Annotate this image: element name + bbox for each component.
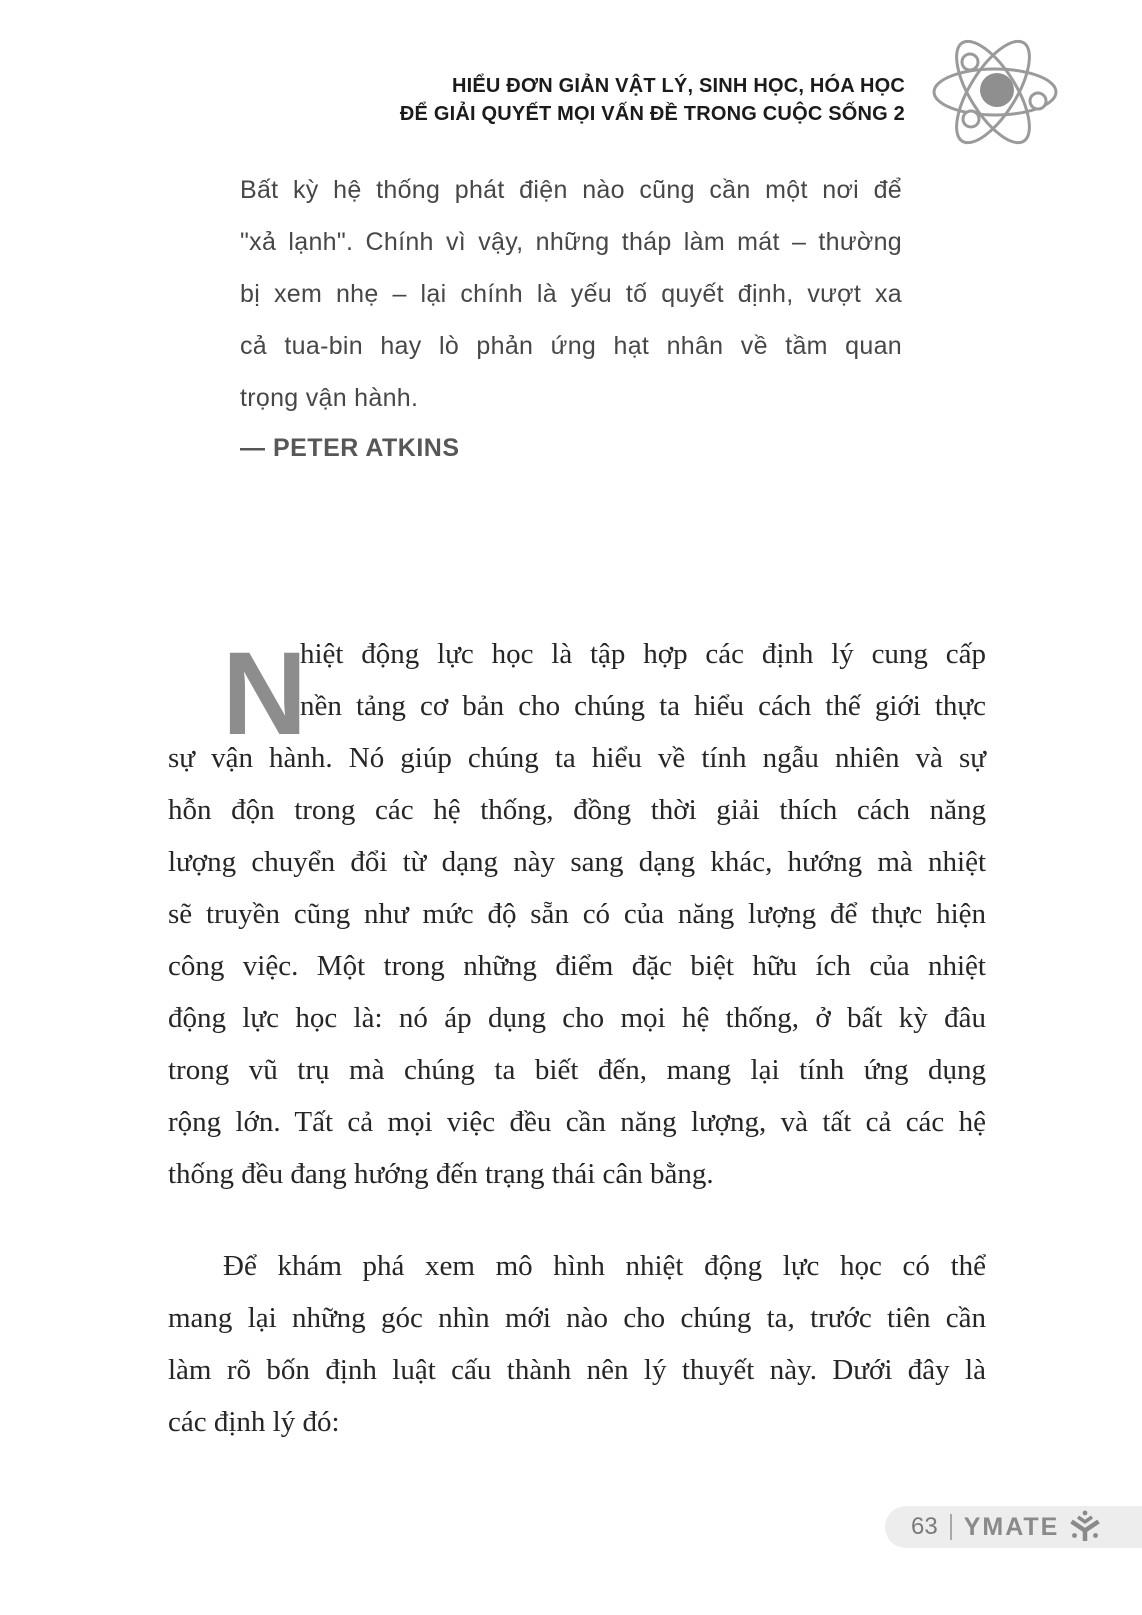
body-paragraph-2 (168, 1240, 986, 1448)
text-line: nền tảng cơ bản cho chúng ta hiểu cách thế giới thực (300, 690, 986, 722)
text-line: hiệt động lực học là tập hợp các định lý cung cấp (300, 638, 986, 670)
text-line: sẽ truyền cũng như mức độ sẵn có của năng lượng để thực hiện (168, 898, 986, 930)
text-line: lượng chuyển đổi từ dạng này sang dạng khác, hướng mà nhiệt (168, 846, 986, 878)
quote-attribution: — PETER ATKINS (240, 434, 460, 462)
footer-page-bar (885, 1506, 1142, 1548)
text-line: trọng vận hành. (240, 384, 419, 412)
drop-cap: N (222, 628, 308, 760)
quote-block (240, 164, 902, 424)
header-title-line2: ĐỂ GIẢI QUYẾT MỌI VẤN ĐỀ TRONG CUỘC SỐNG 2 (399, 103, 905, 125)
footer-divider (950, 1514, 952, 1540)
text-line: công việc. Một trong những điểm đặc biệt hữu ích của nhiệt (168, 950, 986, 982)
text-line: Để khám phá xem mô hình nhiệt động lực học có thể (223, 1250, 986, 1282)
text-line: hỗn độn trong các hệ thống, đồng thời giải thích cách năng (168, 794, 986, 826)
text-line: sự vận hành. Nó giúp chúng ta hiểu về tính ngẫu nhiên và sự (168, 742, 986, 774)
text-line: "xả lạnh". Chính vì vậy, những tháp làm mát – thường (240, 228, 902, 256)
page-number: 63 (911, 1513, 938, 1540)
atom-icon (926, 30, 1060, 158)
text-line: các định lý đó: (168, 1406, 340, 1438)
page-header-title (0, 72, 905, 128)
text-line: làm rõ bốn định luật cấu thành nên lý thuyết này. Dưới đây là (168, 1354, 986, 1386)
text-line: rộng lớn. Tất cả mọi việc đều cần năng lượng, và tất cả các hệ (168, 1106, 986, 1138)
text-line: mang lại những góc nhìn mới nào cho chúng ta, trước tiên cần (168, 1302, 986, 1334)
publisher-brand: YMATE (963, 1512, 1060, 1541)
text-line: thống đều đang hướng đến trạng thái cân bằng. (168, 1158, 714, 1190)
body-paragraph-1 (168, 628, 986, 1200)
text-line: Bất kỳ hệ thống phát điện nào cũng cần một nơi để (240, 176, 902, 204)
ymate-logo-icon (1067, 1509, 1103, 1545)
text-line: bị xem nhẹ – lại chính là yếu tố quyết định, vượt xa (240, 280, 902, 308)
text-line: trong vũ trụ mà chúng ta biết đến, mang lại tính ứng dụng (168, 1054, 986, 1086)
text-line: động lực học là: nó áp dụng cho mọi hệ thống, ở bất kỳ đâu (168, 1002, 986, 1034)
text-line: cả tua-bin hay lò phản ứng hạt nhân về tầm quan (240, 332, 902, 360)
header-title-line1: HIỂU ĐƠN GIẢN VẬT LÝ, SINH HỌC, HÓA HỌC (451, 75, 905, 97)
